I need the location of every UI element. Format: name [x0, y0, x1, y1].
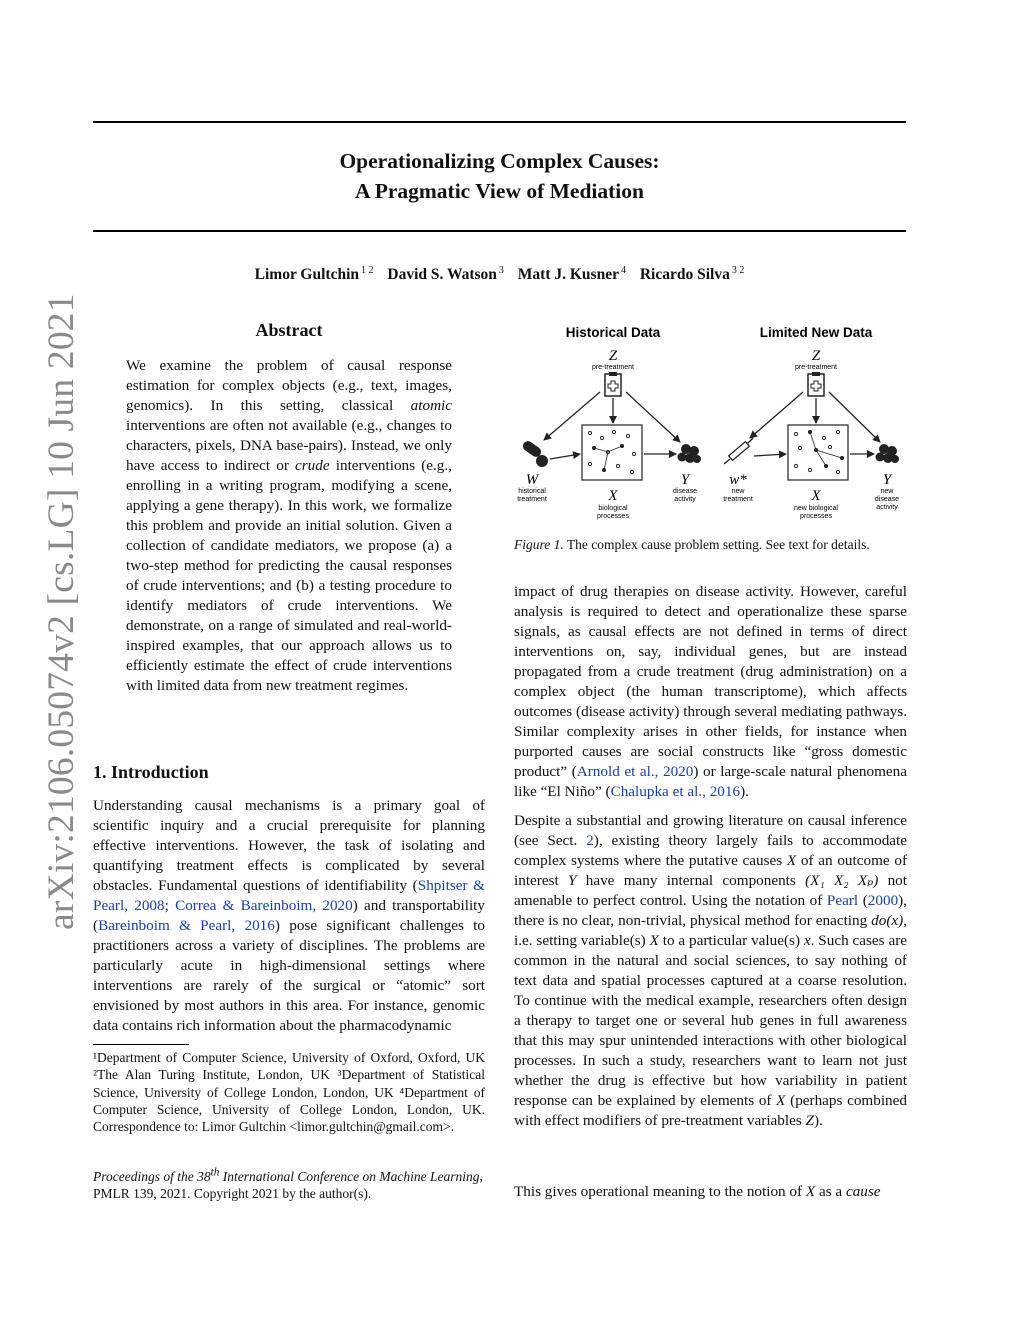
citation-link[interactable]: Arnold et al., 2020: [576, 763, 694, 780]
z-label: pre-treatment: [794, 364, 838, 371]
process-box: [582, 425, 642, 480]
top-rule: [93, 121, 906, 123]
panel-title-historical: Historical Data: [565, 325, 661, 340]
introduction-paragraph: Understanding causal mechanisms is a primary goal of scientific inquiry and a crucial prerequisite for planning effective interventions. However, the task of isolating and quantifying treatment effects is complicated by several obstacles. Fundamental questions of identifiability (Shpitser & Pearl, 2008; Correa & Bareinboim, 2020) and transportability (Bareinboim & Pearl, 2016) pose significant challenges to practitioners across a variety of disciplines. The problems are particularly acute in high-dimensional settings where interventions are rarely of the surgical or “atomic” sort envisioned by most authors in this area. For instance, genomic data contains rich information about the pharmacodynamic: [93, 797, 485, 1034]
panel-title-new: Limited New Data: [759, 325, 873, 340]
x-symbol: X: [608, 488, 618, 504]
proceedings-note: Proceedings of the 38th International Conference on Machine Learning, PMLR 139, 2021. Copyright 2021 by the author(s).: [93, 1166, 483, 1201]
y-symbol: Y: [680, 472, 690, 488]
citation-link[interactable]: Correa & Bareinboim, 2020: [175, 897, 353, 914]
affiliation-footnote: ¹Department of Computer Science, University of Oxford, Oxford, UK ²The Alan Turing Institute, London, UK ³Department of Statistical Science, University of College London, London, UK ⁴Department of Computer Science, University of College London, London, UK. Correspondence to: Limor Gultchin <limor.gultchin@gmail.com>.: [93, 1050, 485, 1135]
citation-link[interactable]: Pearl: [826, 892, 859, 909]
section-heading-introduction: 1. Introduction: [93, 762, 209, 782]
pill-icon: [521, 439, 548, 467]
y-label: activity: [876, 504, 898, 511]
z-label: pre-treatment: [591, 364, 635, 371]
w-star-symbol: w*: [729, 472, 747, 488]
title-line-1: Operationalizing Complex Causes:: [339, 149, 660, 173]
process-box: [788, 425, 848, 480]
author-list: [93, 265, 906, 284]
figure-caption: Figure 1. The complex cause problem setting. See text for details.: [514, 537, 870, 552]
citation-link[interactable]: Chalupka et al., 2016: [610, 783, 741, 800]
citation-link[interactable]: Shpitser & Pearl, 2008: [93, 877, 485, 914]
paper-title: [93, 146, 906, 206]
cell-cluster-icon: [876, 444, 900, 463]
author: Limor Gultchin $^{1 2}$: [254, 265, 374, 284]
w-star-label: treatment: [723, 496, 753, 503]
title-line-2: A Pragmatic View of Mediation: [354, 179, 644, 203]
x-symbol: X: [811, 488, 821, 504]
x-label: processes: [800, 513, 832, 520]
y-symbol: Y: [882, 472, 892, 488]
syringe-icon: [724, 438, 753, 464]
author: Ricardo Silva $^{3 2}$: [639, 265, 745, 284]
z-symbol: Z: [811, 348, 821, 364]
y-label: disease: [874, 496, 900, 503]
cell-cluster-icon: [678, 444, 702, 463]
x-label: new biological: [794, 505, 838, 512]
w-star-label: new: [731, 488, 745, 495]
causal-diagram: [510, 320, 910, 530]
y-label: activity: [674, 496, 696, 503]
y-label: new: [880, 488, 894, 495]
z-symbol: Z: [608, 348, 618, 364]
title-bottom-rule: [93, 230, 906, 232]
author: David S. Watson $^3$: [387, 265, 504, 284]
x-label: processes: [597, 513, 629, 520]
section-link[interactable]: 2: [586, 832, 594, 849]
x-label: biological: [598, 505, 628, 512]
figure-1: [510, 320, 910, 530]
abstract-text: We examine the problem of causal response estimation for complex objects (e.g., text, images, genomics). In this setting, classical atomic interventions are often not available (e.g., changes to characters, pixels, DNA base-pairs). Instead, we only have access to indirect or crude interventions (e.g., enrolling in a writing program, modifying a scene, applying a gene therapy). In this work, we formalize this problem and provide an initial solution. Given a collection of candidate mediators, we propose (a) a two-step method for predicting the causal responses of crude interventions; and (b) a testing procedure to identify mediators of crude interventions. We demonstrate, on a range of simulated and real-world-inspired examples, that our approach allows us to efficiently estimate the effect of crude interventions with limited data from new treatment regimes.: [126, 357, 452, 694]
arxiv-identifier-stamp: arXiv:2106.05074v2 [cs.LG] 10 Jun 2021: [41, 293, 82, 930]
w-label: historical: [518, 488, 546, 495]
body-paragraph: This gives operational meaning to the notion of X as a cause: [514, 1183, 881, 1200]
body-paragraph: Despite a substantial and growing literature on causal inference (see Sect. 2), existing theory largely fails to accommodate complex systems where the putative causes X of an outcome of interest Y have many internal components (X₁ X₂ Xₚ) not amenable to perfect control. Using the notation of Pearl (2000), there is no clear, non-trivial, physical method for enacting do(x), i.e. setting variable(s) X to a particular value(s) x. Such cases are common in the natural and social sciences, to say nothing of text data and spatial processes captured at a coarse resolution. To continue with the medical example, researchers often design a therapy to target one or several hub genes in full awareness that this may spur unintended interactions with other biological processes. In such a study, researchers want to learn not just whether the drug is effective but how variability in patient response can be explained by elements of X (perhaps combined with effect modifiers of pre-treatment variables Z).: [514, 812, 908, 1129]
w-label: treatment: [517, 496, 547, 503]
w-symbol: W: [525, 472, 539, 488]
citation-link[interactable]: 2000: [867, 892, 899, 909]
y-label: disease: [672, 488, 698, 495]
clipboard-icon: [808, 372, 824, 396]
abstract-heading: Abstract: [255, 320, 323, 340]
clipboard-icon: [605, 372, 621, 396]
body-paragraph: impact of drug therapies on disease activity. However, careful analysis is required to detect and operationalize these sparse signals, as causal effects are not defined in terms of direct interventions on, say, individual genes, but are instead propagated from a crude treatment (drug administration) on a complex object (the human transcriptome), which affects outcomes (disease activity) through several mediating pathways. Similar complexity arises in other fields, for instance when purported causes are social constructs like “gross domestic product” (Arnold et al., 2020) or large-scale natural phenomena like “El Niño” (Chalupka et al., 2016).: [514, 583, 907, 800]
citation-link[interactable]: Bareinboim & Pearl, 2016: [98, 917, 275, 934]
footnote-rule: [93, 1044, 189, 1045]
author: Matt J. Kusner $^4$: [517, 265, 626, 284]
